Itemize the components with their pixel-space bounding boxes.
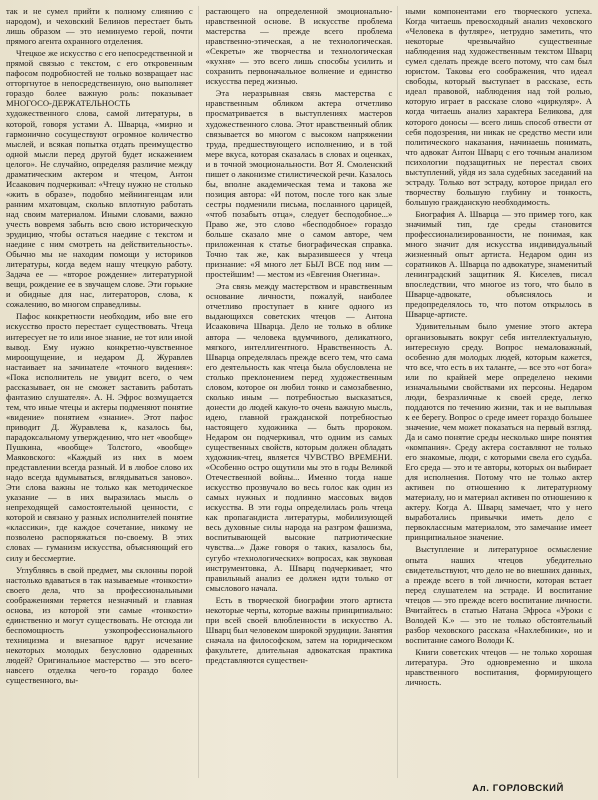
paragraph: Удивительным было умение этого актера организовывать вокруг себя интеллектуальную, интересную среду. Вопрос немаловажный, особенно для молодых людей, которым кажется, что все, что есть в их таланте, — все это «от бога» или по крайней мере определено некими изначальными свойствами их персоны. Недаром люди, безразличные к своей среде, легко поддаются по течению жизни, так и не выплывая к ее берегу. Вопрос о среде имеет гораздо большее значение, чем может показаться на первый взгляд. Да и само понятие среды несколько шире понятия «компания». Среду актера составляют не только его знакомые, люди, с которыми свела его судьба. Его среда — это и те авторы, которых он выбирает для исполнения. Потому что не только актер активен по отношению к литературному материалу, но и материал активен по отношению к актеру. Когда А. Шварц замечает, что у него выработались привычки иметь дело с первоклассным материалом, это замечание имеет принципиальное значение.: [405, 321, 593, 543]
paragraph: растающего на определенной эмоционально-нравственной основе. В искусстве проблема мастерства — прежде всего проблема нравственно-этическая, а не технологическая. «Секреты» же творчества и технологическая «кухня» — это всего лишь способы усилить и сохранить первоначальное волнение и единство искусства перед жизнью.: [205, 6, 393, 87]
paragraph: Углубляясь в свой предмет, мы склонны порой настолько вдаваться в так называемые «тонкости» своего дела, что за профессиональными соображениями теряется незначный и главная основа, из которой эти самые «тонкости» единственно и могут существовать. Не отсюда ли беспомощность узкопрофессионального техницизма и внезапное вдруг исчезание некоторых молодых безусловно одаренных людей? Оригинальное мастерство — это всего-навсего отделка чего-то гораздо более существенного, вы-: [6, 564, 193, 686]
column-3: [405, 6, 592, 778]
article-columns: [6, 6, 592, 778]
paragraph: Есть в творческой биографии этого артиста некоторые черты, которые важны принципиально: при всей своей влюбленности в искусство А. Шварц был человеком широкой эрудиции. Занятия сначала на философском, затем на юридическом факультете, длительная адвокатская практика представляются существен-: [205, 594, 393, 665]
column-2: [206, 6, 399, 778]
paragraph: Эта связь между мастерством и нравственным основание личности, пожалуй, наиболее отчетливо проступает в книге одного из выдающихся советских чтецов — Антона Исааковича Шварца. Дело не только в облике автора — человека вдумчивого, деликатного, мягкого, интеллигентного. Нравственность А. Шварца определялась прежде всего тем, что сама его деятельность как чтеца была обусловлена не столько преклонением перед художественным словом, которое он любил тонко и самозабвенно, сколько иным — потребностью высказаться, донести до людей какую-то очень важную мысль, идею, главной гражданской потребностью настоящего художника — быть пророком. Недаром он подчеркивал, что одним из самых существенных свойств, которым должен обладать художник-чтец, является ЧУВСТВО ВРЕМЕНИ. «Особенно остро ощутили мы это в годы Великой Отечественной войны... Именно тогда наше искусство прозвучало во весь голос как один из самых нужных и подлинно массовых видов искусства. В эти годы определилась роль чтеца как пропагандиста литературы, мобилизующей весь духовные силы народа на разгром фашизма, воспитывающей высокие патриотические чувства...» Даже говоря о таких, казалось бы, сугубо «технологических» вопросах, как звуковая инструментовка, А. Шварц подчеркивает, что правильный анализ ее должен идти только от смыслового начала.: [205, 281, 393, 593]
paragraph: Выступление и литературное осмысление опыта наших чтецов убедительно свидетельствуют, что дело не во внешних данных, а прежде всего в той личности, которая встает перед слушателем на эстраде. И воспитание чтецов — это прежде всего воспитание личности. Вчитайтесь в статью Натана Эфроса «Уроки с Володей К.» — это не только обстоятельный разбор чеховского рассказа «Нахлебники», но и воспитание самого Володи К.: [405, 544, 593, 645]
author-signature: Ал. ГОРЛОВСКИЙ: [472, 783, 564, 794]
paragraph: Чтецкое же искусство с его непосредственной и прямой связью с текстом, с его откровенным пафосом подробностей не только возвращает нас отторгнутое в непосредственную, оно выполняет гораздо более важную роль: показывает МНОГОСО-ДЕРЖАТЕЛЬНОСТЬ художественного слова, самой литературы, в которой, говоря устами А. Шварца, «мирно и гармонично сосуществуют огромное количество мыслей, и всякая попытка отдать преимущество одной мысли перед другой будет искажением целого». Не случайно, определяя различие между драматическим актером и чтецом, Антон Исаакович подчеркивал: «Чтецу нужно не столько «жить в образе», подобно мейнингенцам или ранним мхатовцам, сколько вплотную работать над своим материалом. Иными словами, важно учесть вовремя забыть всю свою историческую эрудицию, чтобы остаться наедине с текстом и наедине с ним смотреть на действительность». Обычно мы не находим помощи у историков литературы, когда ведем нашу чтецкую работу. Задача ее — «второе рождение» литературной вещи, рождение ее в звучащем слове. Эти горькие и обидные для нас, литераторов, слова, к сожалению, во многом справедливы.: [6, 48, 193, 310]
paragraph: Биография А. Шварца — это пример того, как значимый тип, где среды становится профессионализированности, не понимая, как много значит для искусства индивидуальный жизненный опыт артиста. Недаром один из соратников А. Шварца по адвокатуре, знаменитый ленинградский защитник Я. Киселев, писал впоследствии, что многое из того, что было в Шварце-адвокате, объяснялось и предопределялось то, что потом открылось в Шварце-артисте.: [405, 208, 593, 320]
paragraph: Эта неразрывная связь мастерства с нравственным обликом актера отчетливо просматривается в выступлениях мастеров художественного слова. Этот нравственный облик связывается во многом с высоком напряжении труда, предшествующего исполнению, и в той мере вкуса, которая сказалась в словах и оценках, и в точной эмоциональности. Вот Я. Смоленский пишет о лаконизме стилистической речи. Казалось бы, вполне академическая тема и такова же позиция автора: «И потом, после того как злые сестры подменили письма, посланного царицей, «чтоб позабыть отца», следует бесподобное...» Право же, это слово «бесподобное» гораздо больше сказало мне о самом авторе, чем приложенная к статье биографическая справка. Точно так же, как выразившееся у чтеца признание: «Я много лет БЫЛ ВСЕ под ним — простейшим! — местом из «Евгения Онегина».: [205, 88, 393, 280]
paragraph: ными компонентами его творческого успеха. Когда читаешь превосходный анализ чеховского «Человека в футляре», нетрудно заметить, что некоторые чрезвычайно существенные наблюдения над художественным текстом Шварц сумел сделать прежде всего потому, что сам был юристом. Таковы его соображения, что идеал свободы, который выступает в рассказе, есть идеал правовой, наблюдения над той ролью, которую играет в рассказе слово «циркуляр». А когда читаешь анализ характера Беликова, для которого доносы — всего лишь способ отвести от себя подозрения, ни никак не средство мести или политического наказания, начинаешь понимать, что адвокат Антон Шварц с его точным анализом психологии подзащитных не перестал своих выступлений, уйдя из зала судебных заседаний на эстраду. Только вот эстраду, которое придал его творчеству большую глубину и тонкость, большую гражданскую необходимость.: [405, 6, 593, 207]
paragraph: Книги советских чтецов — не только хорошая литература. Это одновременно и школа нравственного воспитания, формирующего личность.: [405, 646, 593, 688]
paragraph: Пафос конкретности необходим, ибо вне его искусство просто перестает существовать. Чтеца интересует не то или иное знание, не тот или иной вывод. Ему нужно конкретно-чувственное мироощущение, и недаром Д. Журавлев настаивает на зачинателе «точного видения»: «Пока исполнитель не увидит всего, о чем рассказывает, он не сможет заставить работать фантазию слушателя». А. Н. Эфрос возмущается тем, что иные чтецы и актеры подменяют понятие «видение» понятием «знание». Этот пафос приводит Д. Журавлева к, казалось бы, парадоксальному утверждению, что нет «вообще» Пушкина, «вообще» Толстого, «вообще» Маяковского: «Каждый из них в моем представлении всегда разный. И в любое слово их надо всегда вдумываться, вглядываться заново». Эти слова важны не только как методическое указание — в них выразилась мысль о непреходящей самостоятельной ценности, с которой и связано у разных исполнителей понятие «классики», где каждое сочетание, никому не позволено распоряжаться по-своему. В этих словах — гуманизм искусства, объясняющий его силу и бессмертие.: [6, 311, 193, 563]
paragraph: так и не сумел прийти к полному слиянию с народом), и чеховский Белинов перестает быть лишь образом — это неминуемо герой, почти прямого агента охранного отделения.: [6, 6, 193, 47]
column-1: [6, 6, 199, 778]
